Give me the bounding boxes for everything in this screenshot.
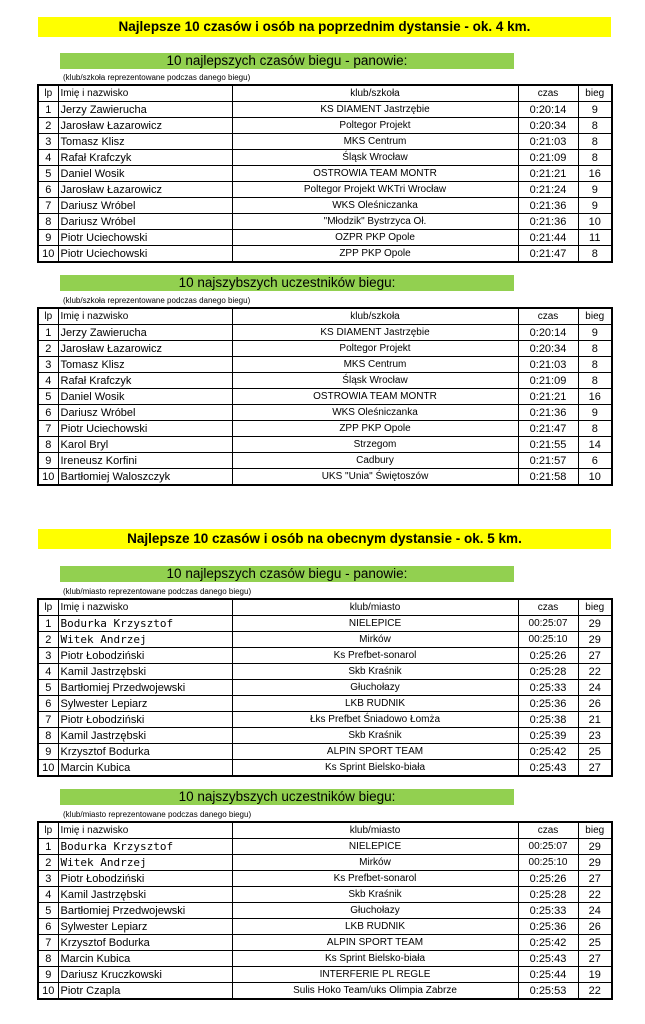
cell-bieg: 8 [578, 341, 612, 357]
cell-czas: 00:25:07 [518, 839, 578, 855]
cell-lp: 8 [38, 437, 58, 453]
cell-name: Rafał Krafczyk [58, 373, 232, 389]
cell-czas: 0:21:36 [518, 405, 578, 421]
table-row [38, 182, 612, 198]
cell-bieg: 16 [578, 389, 612, 405]
table-row [38, 839, 612, 855]
table-1-note: (klub/szkoła reprezentowane podczas danego biegu) [63, 73, 251, 82]
cell-club: ALPIN SPORT TEAM [232, 935, 518, 951]
cell-bieg: 27 [578, 760, 612, 777]
cell-lp: 7 [38, 421, 58, 437]
cell-name: Karol Bryl [58, 437, 232, 453]
table-row [38, 728, 612, 744]
table-row [38, 341, 612, 357]
cell-club: WKS Oleśniczanka [232, 198, 518, 214]
cell-bieg: 9 [578, 325, 612, 341]
cell-czas: 0:25:43 [518, 760, 578, 777]
cell-czas: 0:21:09 [518, 373, 578, 389]
cell-club: OZPR PKP Opole [232, 230, 518, 246]
cell-club: LKB RUDNIK [232, 696, 518, 712]
cell-lp: 7 [38, 712, 58, 728]
table-row [38, 887, 612, 903]
cell-name: Dariusz Wróbel [58, 214, 232, 230]
header-lp: lp [38, 308, 58, 325]
section-1-banner: Najlepsze 10 czasów i osób na poprzednim dystansie - ok. 4 km. [38, 17, 611, 37]
cell-czas: 0:20:14 [518, 102, 578, 118]
table-row [38, 855, 612, 871]
cell-lp: 1 [38, 102, 58, 118]
cell-czas: 0:20:14 [518, 325, 578, 341]
cell-club: Ks Sprint Bielsko-biała [232, 951, 518, 967]
cell-club: Cadbury [232, 453, 518, 469]
table-header-row [38, 308, 612, 325]
table-row [38, 616, 612, 632]
header-club: klub/miasto [232, 822, 518, 839]
cell-lp: 4 [38, 664, 58, 680]
header-czas: czas [518, 599, 578, 616]
table-row [38, 246, 612, 263]
cell-club: Skb Kraśnik [232, 887, 518, 903]
cell-bieg: 8 [578, 357, 612, 373]
cell-lp: 9 [38, 967, 58, 983]
table-row [38, 198, 612, 214]
cell-czas: 0:21:44 [518, 230, 578, 246]
cell-czas: 0:20:34 [518, 118, 578, 134]
cell-bieg: 22 [578, 887, 612, 903]
cell-name: Rafał Krafczyk [58, 150, 232, 166]
cell-club: Ks Prefbet-sonarol [232, 871, 518, 887]
cell-club: UKS "Unia" Świętoszów [232, 469, 518, 486]
table-3-note: (klub/miasto reprezentowane podczas danego biegu) [63, 587, 252, 596]
cell-club: LKB RUDNIK [232, 919, 518, 935]
cell-name: Witek Andrzej [58, 855, 232, 871]
cell-lp: 6 [38, 182, 58, 198]
cell-czas: 0:21:57 [518, 453, 578, 469]
cell-name: Dariusz Wróbel [58, 405, 232, 421]
cell-lp: 3 [38, 648, 58, 664]
cell-bieg: 11 [578, 230, 612, 246]
cell-club: ALPIN SPORT TEAM [232, 744, 518, 760]
cell-club: MKS Centrum [232, 134, 518, 150]
cell-lp: 7 [38, 198, 58, 214]
cell-name: Piotr Uciechowski [58, 421, 232, 437]
cell-name: Piotr Uciechowski [58, 230, 232, 246]
header-lp: lp [38, 599, 58, 616]
cell-czas: 0:21:55 [518, 437, 578, 453]
cell-lp: 4 [38, 887, 58, 903]
table-header-row [38, 822, 612, 839]
cell-bieg: 8 [578, 373, 612, 389]
cell-bieg: 21 [578, 712, 612, 728]
cell-bieg: 25 [578, 935, 612, 951]
cell-czas: 0:25:28 [518, 664, 578, 680]
cell-bieg: 26 [578, 919, 612, 935]
table-row [38, 760, 612, 777]
table-row [38, 919, 612, 935]
table-2-title: 10 najszybszych uczestników biegu: [60, 275, 514, 291]
cell-club: Głuchołazy [232, 680, 518, 696]
cell-bieg: 29 [578, 839, 612, 855]
cell-bieg: 22 [578, 983, 612, 1000]
cell-bieg: 9 [578, 405, 612, 421]
cell-czas: 00:25:10 [518, 855, 578, 871]
cell-name: Jarosław Łazarowicz [58, 118, 232, 134]
table-row [38, 214, 612, 230]
cell-czas: 00:25:07 [518, 616, 578, 632]
cell-czas: 0:21:47 [518, 246, 578, 263]
cell-club: Mirków [232, 632, 518, 648]
cell-czas: 0:25:26 [518, 871, 578, 887]
table-row [38, 648, 612, 664]
cell-lp: 4 [38, 373, 58, 389]
cell-name: Piotr Łobodziński [58, 648, 232, 664]
cell-lp: 3 [38, 134, 58, 150]
cell-club: Ks Prefbet-sonarol [232, 648, 518, 664]
cell-lp: 9 [38, 453, 58, 469]
table-row [38, 357, 612, 373]
cell-name: Kamil Jastrzębski [58, 664, 232, 680]
cell-czas: 0:21:58 [518, 469, 578, 486]
table-row [38, 150, 612, 166]
cell-club: Skb Kraśnik [232, 664, 518, 680]
table-row [38, 951, 612, 967]
cell-club: KS DIAMENT Jastrzębie [232, 325, 518, 341]
table-header-row [38, 85, 612, 102]
cell-czas: 0:21:03 [518, 134, 578, 150]
cell-czas: 0:20:34 [518, 341, 578, 357]
cell-name: Ireneusz Korfini [58, 453, 232, 469]
header-name: Imię i nazwisko [58, 308, 232, 325]
cell-czas: 0:25:36 [518, 919, 578, 935]
cell-bieg: 29 [578, 616, 612, 632]
cell-name: Jarosław Łazarowicz [58, 182, 232, 198]
table-row [38, 967, 612, 983]
cell-name: Tomasz Klisz [58, 357, 232, 373]
cell-club: Śląsk Wrocław [232, 150, 518, 166]
cell-bieg: 27 [578, 648, 612, 664]
cell-club: Głuchołazy [232, 903, 518, 919]
cell-bieg: 23 [578, 728, 612, 744]
cell-bieg: 9 [578, 182, 612, 198]
cell-czas: 0:25:28 [518, 887, 578, 903]
table-4-note: (klub/miasto reprezentowane podczas danego biegu) [63, 810, 252, 819]
table-row [38, 712, 612, 728]
cell-club: NIELEPICE [232, 616, 518, 632]
cell-name: Bartłomiej Waloszczyk [58, 469, 232, 486]
cell-club: Strzegom [232, 437, 518, 453]
cell-lp: 6 [38, 696, 58, 712]
table-row [38, 664, 612, 680]
cell-name: Bodurka Krzysztof [58, 616, 232, 632]
cell-name: Kamil Jastrzębski [58, 728, 232, 744]
cell-club: MKS Centrum [232, 357, 518, 373]
table-row [38, 744, 612, 760]
cell-name: Piotr Łobodziński [58, 871, 232, 887]
table-row [38, 680, 612, 696]
table-row [38, 437, 612, 453]
cell-club: OSTROWIA TEAM MONTR [232, 389, 518, 405]
cell-czas: 0:25:33 [518, 903, 578, 919]
header-name: Imię i nazwisko [58, 599, 232, 616]
cell-lp: 8 [38, 214, 58, 230]
cell-name: Dariusz Wróbel [58, 198, 232, 214]
cell-club: NIELEPICE [232, 839, 518, 855]
cell-czas: 0:21:24 [518, 182, 578, 198]
cell-czas: 0:25:42 [518, 935, 578, 951]
header-czas: czas [518, 822, 578, 839]
cell-lp: 2 [38, 118, 58, 134]
cell-lp: 6 [38, 919, 58, 935]
table-row [38, 325, 612, 341]
header-czas: czas [518, 308, 578, 325]
cell-bieg: 8 [578, 150, 612, 166]
results-table [37, 307, 613, 486]
cell-lp: 2 [38, 341, 58, 357]
cell-club: Ks Sprint Bielsko-biała [232, 760, 518, 777]
cell-club: Mirków [232, 855, 518, 871]
table-row [38, 230, 612, 246]
cell-club: WKS Oleśniczanka [232, 405, 518, 421]
cell-name: Krzysztof Bodurka [58, 744, 232, 760]
cell-name: Daniel Wosik [58, 389, 232, 405]
cell-lp: 10 [38, 246, 58, 263]
cell-czas: 0:21:36 [518, 198, 578, 214]
cell-czas: 0:25:36 [518, 696, 578, 712]
results-table [37, 84, 613, 263]
table-header-row [38, 599, 612, 616]
cell-lp: 7 [38, 935, 58, 951]
cell-lp: 5 [38, 166, 58, 182]
cell-club: OSTROWIA TEAM MONTR [232, 166, 518, 182]
cell-name: Piotr Łobodziński [58, 712, 232, 728]
cell-club: Łks Prefbet Śniadowo Łomża [232, 712, 518, 728]
table-1-title: 10 najlepszych czasów biegu - panowie: [60, 53, 514, 69]
header-club: klub/szkoła [232, 85, 518, 102]
cell-bieg: 10 [578, 469, 612, 486]
cell-lp: 1 [38, 325, 58, 341]
cell-lp: 4 [38, 150, 58, 166]
cell-czas: 0:21:03 [518, 357, 578, 373]
cell-bieg: 9 [578, 102, 612, 118]
cell-lp: 10 [38, 983, 58, 1000]
cell-bieg: 24 [578, 903, 612, 919]
cell-czas: 0:21:21 [518, 389, 578, 405]
cell-lp: 1 [38, 616, 58, 632]
cell-bieg: 19 [578, 967, 612, 983]
cell-club: ZPP PKP Opole [232, 421, 518, 437]
header-bieg: bieg [578, 308, 612, 325]
cell-club: ZPP PKP Opole [232, 246, 518, 263]
table-row [38, 983, 612, 1000]
table-row [38, 118, 612, 134]
cell-name: Bartłomiej Przedwojewski [58, 903, 232, 919]
header-bieg: bieg [578, 85, 612, 102]
table-row [38, 134, 612, 150]
cell-bieg: 9 [578, 198, 612, 214]
cell-bieg: 8 [578, 134, 612, 150]
table-row [38, 102, 612, 118]
cell-lp: 5 [38, 903, 58, 919]
header-club: klub/miasto [232, 599, 518, 616]
header-lp: lp [38, 85, 58, 102]
cell-lp: 2 [38, 855, 58, 871]
results-table [37, 821, 613, 1000]
cell-bieg: 8 [578, 421, 612, 437]
table-row [38, 405, 612, 421]
header-club: klub/szkoła [232, 308, 518, 325]
cell-czas: 00:25:10 [518, 632, 578, 648]
cell-name: Jerzy Zawierucha [58, 102, 232, 118]
table-4-title: 10 najszybszych uczestników biegu: [60, 789, 514, 805]
cell-czas: 0:21:47 [518, 421, 578, 437]
cell-lp: 8 [38, 951, 58, 967]
cell-bieg: 22 [578, 664, 612, 680]
cell-club: INTERFERIE PL REGLE [232, 967, 518, 983]
table-row [38, 373, 612, 389]
cell-czas: 0:25:39 [518, 728, 578, 744]
cell-name: Jerzy Zawierucha [58, 325, 232, 341]
table-row [38, 469, 612, 486]
cell-lp: 9 [38, 744, 58, 760]
table-row [38, 935, 612, 951]
table-row [38, 389, 612, 405]
table-2-note: (klub/szkoła reprezentowane podczas danego biegu) [63, 296, 251, 305]
cell-lp: 10 [38, 760, 58, 777]
header-name: Imię i nazwisko [58, 85, 232, 102]
cell-czas: 0:21:36 [518, 214, 578, 230]
cell-czas: 0:25:43 [518, 951, 578, 967]
cell-club: Poltegor Projekt [232, 341, 518, 357]
cell-name: Marcin Kubica [58, 760, 232, 777]
cell-bieg: 6 [578, 453, 612, 469]
cell-czas: 0:21:09 [518, 150, 578, 166]
cell-lp: 5 [38, 680, 58, 696]
cell-lp: 9 [38, 230, 58, 246]
cell-lp: 5 [38, 389, 58, 405]
cell-lp: 3 [38, 871, 58, 887]
cell-name: Sylwester Lepiarz [58, 696, 232, 712]
header-lp: lp [38, 822, 58, 839]
cell-club: KS DIAMENT Jastrzębie [232, 102, 518, 118]
header-czas: czas [518, 85, 578, 102]
cell-czas: 0:25:38 [518, 712, 578, 728]
cell-czas: 0:25:44 [518, 967, 578, 983]
table-row [38, 903, 612, 919]
cell-club: "Młodzik" Bystrzyca Oł. [232, 214, 518, 230]
cell-club: Sulis Hoko Team/uks Olimpia Zabrze [232, 983, 518, 1000]
cell-name: Tomasz Klisz [58, 134, 232, 150]
cell-club: Poltegor Projekt WKTri Wrocław [232, 182, 518, 198]
cell-lp: 3 [38, 357, 58, 373]
cell-bieg: 24 [578, 680, 612, 696]
cell-club: Skb Kraśnik [232, 728, 518, 744]
cell-name: Dariusz Kruczkowski [58, 967, 232, 983]
cell-bieg: 16 [578, 166, 612, 182]
cell-bieg: 8 [578, 118, 612, 134]
cell-name: Krzysztof Bodurka [58, 935, 232, 951]
cell-bieg: 14 [578, 437, 612, 453]
cell-bieg: 29 [578, 855, 612, 871]
cell-name: Piotr Uciechowski [58, 246, 232, 263]
cell-name: Witek Andrzej [58, 632, 232, 648]
cell-bieg: 27 [578, 871, 612, 887]
table-row [38, 453, 612, 469]
cell-bieg: 26 [578, 696, 612, 712]
cell-name: Kamil Jastrzębski [58, 887, 232, 903]
cell-bieg: 25 [578, 744, 612, 760]
cell-lp: 6 [38, 405, 58, 421]
cell-name: Daniel Wosik [58, 166, 232, 182]
table-3-title: 10 najlepszych czasów biegu - panowie: [60, 566, 514, 582]
cell-bieg: 29 [578, 632, 612, 648]
cell-bieg: 8 [578, 246, 612, 263]
cell-lp: 10 [38, 469, 58, 486]
cell-name: Piotr Czapla [58, 983, 232, 1000]
table-row [38, 632, 612, 648]
table-row [38, 696, 612, 712]
cell-bieg: 10 [578, 214, 612, 230]
cell-club: Śląsk Wrocław [232, 373, 518, 389]
cell-czas: 0:25:42 [518, 744, 578, 760]
cell-lp: 8 [38, 728, 58, 744]
cell-name: Bartłomiej Przedwojewski [58, 680, 232, 696]
cell-bieg: 27 [578, 951, 612, 967]
cell-name: Sylwester Lepiarz [58, 919, 232, 935]
cell-name: Bodurka Krzysztof [58, 839, 232, 855]
cell-lp: 1 [38, 839, 58, 855]
cell-czas: 0:25:26 [518, 648, 578, 664]
section-2-banner: Najlepsze 10 czasów i osób na obecnym dystansie - ok. 5 km. [38, 529, 611, 549]
header-name: Imię i nazwisko [58, 822, 232, 839]
header-bieg: bieg [578, 599, 612, 616]
cell-lp: 2 [38, 632, 58, 648]
table-row [38, 871, 612, 887]
cell-name: Marcin Kubica [58, 951, 232, 967]
cell-czas: 0:21:21 [518, 166, 578, 182]
header-bieg: bieg [578, 822, 612, 839]
cell-czas: 0:25:53 [518, 983, 578, 1000]
cell-club: Poltegor Projekt [232, 118, 518, 134]
cell-name: Jarosław Łazarowicz [58, 341, 232, 357]
cell-czas: 0:25:33 [518, 680, 578, 696]
table-row [38, 421, 612, 437]
results-table [37, 598, 613, 777]
table-row [38, 166, 612, 182]
